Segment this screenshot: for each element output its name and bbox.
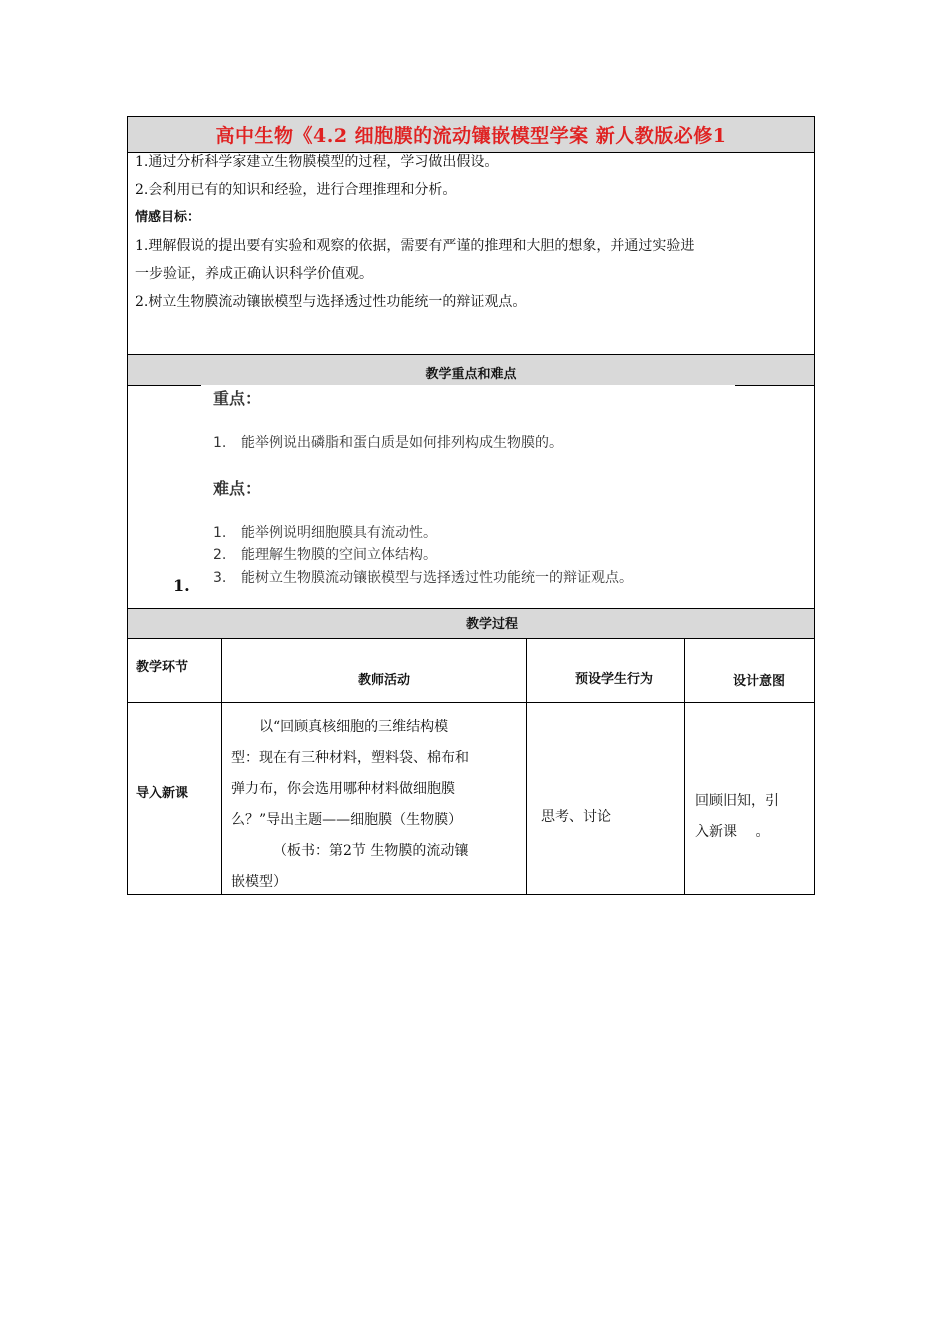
table-border [735,385,815,386]
column-header-stage: 教学环节 [136,660,189,675]
difficult-point-item: 2. 能理解生物膜的空间立体结构。 [213,547,437,563]
key-points-header [127,354,815,385]
key-point-item: 1. 能举例说出磷脂和蛋白质是如何排列构成生物膜的。 [213,435,563,451]
teacher-activity-cell: 以“回顾真核细胞的三维结构模 型：现在有三种材料，塑料袋、棉布和 弹力布，你会选用哪种材料做细胞膜 么？”导出主题——细胞膜（生物膜） （板书：第2节 生物膜的流动镶 嵌模型） [231,719,469,890]
objective-line-2: 2.会利用已有的知识和经验，进行合理推理和分析。 [135,182,457,198]
stage-cell: 导入新课 [136,786,189,801]
table-border [127,116,128,895]
table-border [221,638,222,894]
key-points-heading: 教学重点和难点 [425,367,517,382]
column-header-student: 预设学生行为 [575,672,654,687]
process-header [127,608,815,638]
design-intent-line: 回顾旧知，引 [695,793,779,809]
objective-line-5: 2.树立生物膜流动镶嵌模型与选择透过性功能统一的辩证观点。 [135,294,527,310]
objective-line-3: 1.理解假说的提出要有实验和观察的依据，需要有严谨的推理和大胆的想象，并通过实验进 [135,238,695,254]
table-border [127,894,815,895]
emotion-goal-heading: 情感目标： [135,210,201,225]
table-border [127,152,815,153]
difficult-point-title: 难点： [213,479,262,498]
table-border [814,116,815,895]
table-border [127,354,815,355]
process-heading: 教学过程 [465,617,518,632]
key-points-block [201,384,737,610]
table-border [526,638,527,894]
student-behavior-cell: 思考、讨论 [541,809,611,825]
table-border [684,638,685,894]
page-title: 高中生物《4.2 细胞膜的流动镶嵌模型学案 新人教版必修1 [215,125,727,147]
table-border [127,608,815,609]
column-header-intent: 设计意图 [733,674,786,689]
difficult-point-item: 1. 能举例说明细胞膜具有流动性。 [213,525,437,541]
table-border [127,385,201,386]
objective-line-1: 1.通过分析科学家建立生物膜模型的过程，学习做出假设。 [135,154,499,170]
table-border [127,116,815,117]
table-border [127,702,815,703]
objective-line-4: 一步验证，养成正确认识科学价值观。 [135,266,373,282]
stray-list-number: 1. [173,576,190,595]
design-intent-line: 入新课 。 [695,824,770,840]
title-row [127,116,815,152]
table-border [127,638,815,639]
column-header-teacher: 教师活动 [358,673,411,688]
key-point-title: 重点： [213,389,262,408]
difficult-point-item: 3. 能树立生物膜流动镶嵌模型与选择透过性功能统一的辩证观点。 [213,570,633,586]
